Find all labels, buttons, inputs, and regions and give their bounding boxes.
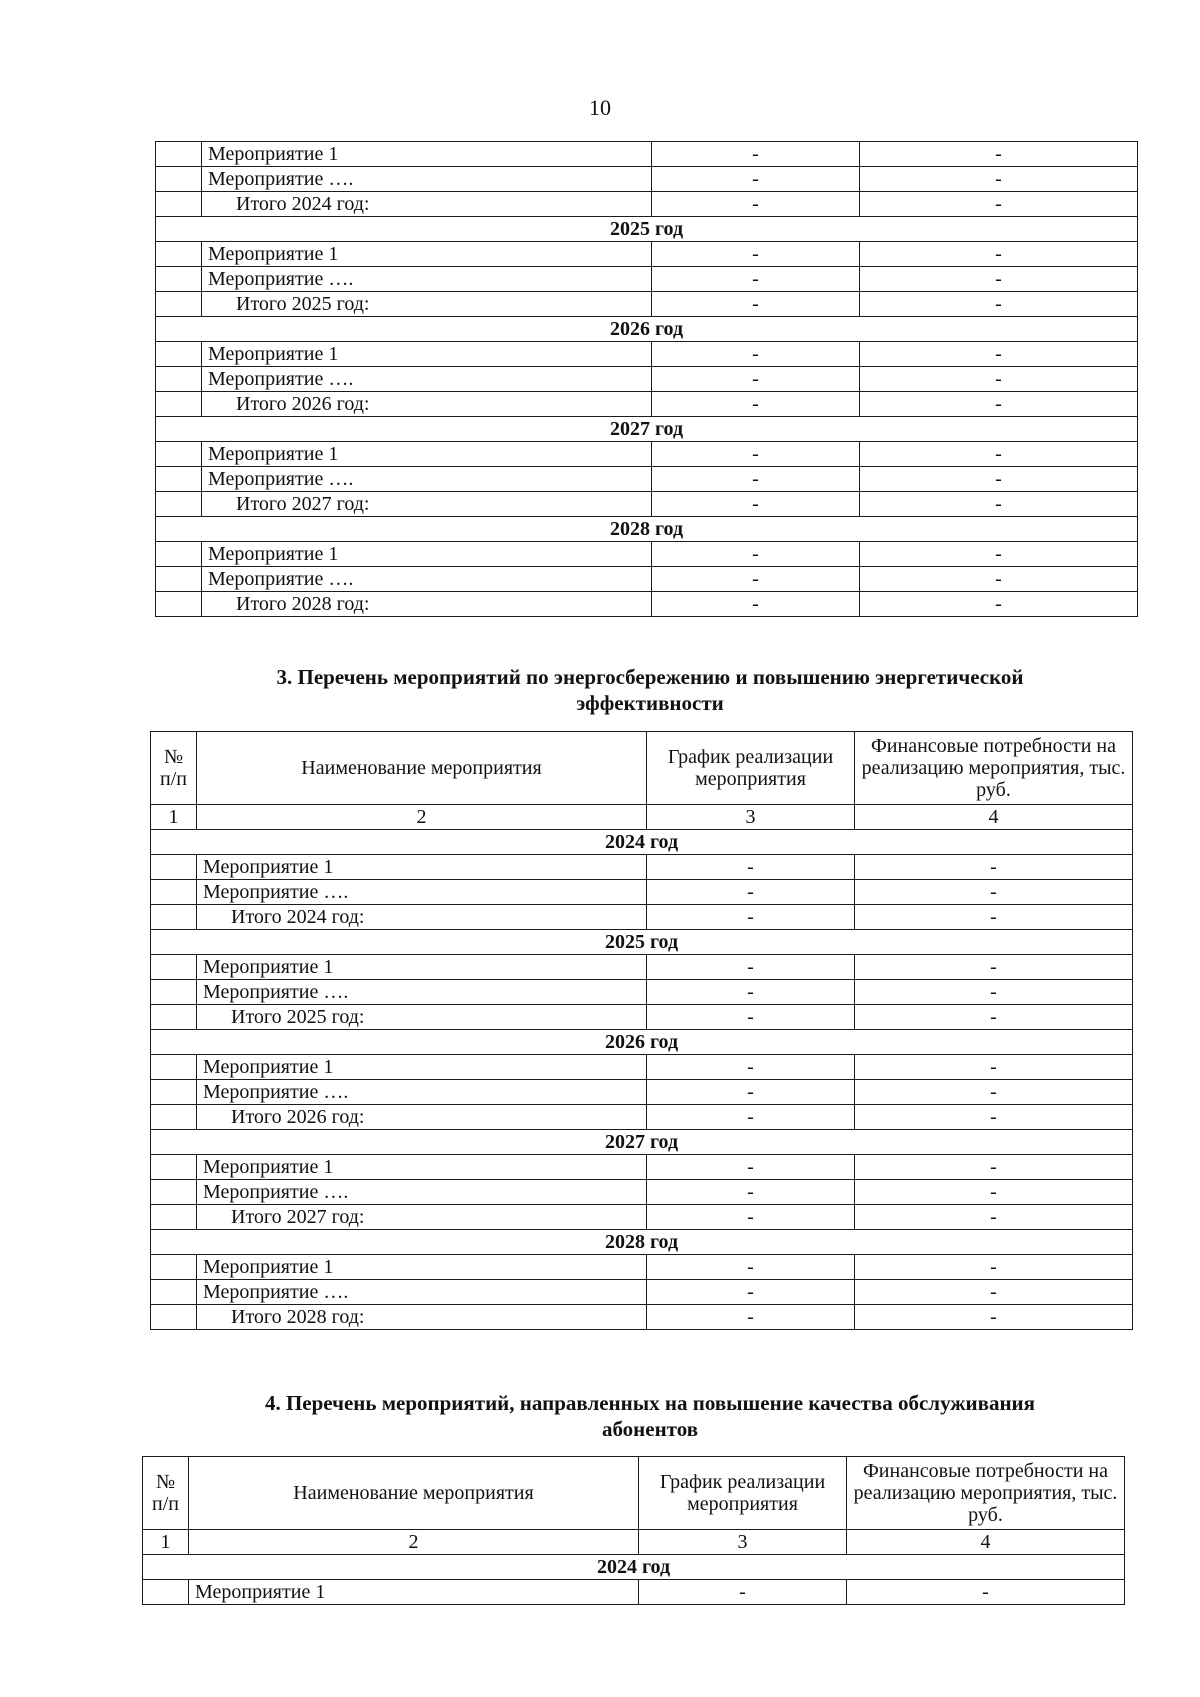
row-number-cell	[151, 1180, 197, 1205]
row-number-cell	[156, 192, 202, 217]
event-name-cell: Мероприятие ….	[197, 1180, 647, 1205]
event-name-cell: Мероприятие ….	[202, 467, 652, 492]
row-number-cell	[156, 292, 202, 317]
row-number-cell	[156, 392, 202, 417]
schedule-cell: -	[652, 567, 860, 592]
total-name-cell: Итого 2025 год:	[202, 292, 652, 317]
table-row	[151, 1155, 1133, 1180]
column-index: 2	[197, 805, 647, 830]
year-header-row	[151, 1130, 1133, 1155]
finance-cell: -	[860, 267, 1138, 292]
schedule-cell: -	[652, 292, 860, 317]
finance-cell: -	[855, 1155, 1133, 1180]
table-row	[156, 242, 1138, 267]
schedule-cell: -	[652, 142, 860, 167]
finance-cell: -	[855, 1205, 1133, 1230]
row-number-cell	[151, 1280, 197, 1305]
year-label: 2027 год	[156, 417, 1138, 442]
row-number-cell	[156, 492, 202, 517]
schedule-cell: -	[647, 880, 855, 905]
table-row	[156, 342, 1138, 367]
finance-cell: -	[860, 342, 1138, 367]
column-index: 3	[647, 805, 855, 830]
header-name: Наименование мероприятия	[197, 732, 647, 805]
table-row	[151, 1280, 1133, 1305]
row-number-cell	[156, 367, 202, 392]
total-name-cell: Итого 2026 год:	[197, 1105, 647, 1130]
finance-cell: -	[860, 492, 1138, 517]
row-number-cell	[156, 592, 202, 617]
row-number-cell	[156, 542, 202, 567]
section-3-title	[140, 664, 1160, 716]
table-row	[151, 1080, 1133, 1105]
event-name-cell: Мероприятие 1	[202, 342, 652, 367]
row-number-cell	[151, 1005, 197, 1030]
finance-cell: -	[847, 1580, 1125, 1605]
total-name-cell: Итого 2028 год:	[197, 1305, 647, 1330]
table-row	[156, 442, 1138, 467]
section-3-title-line2: эффективности	[576, 691, 724, 715]
finance-cell: -	[860, 442, 1138, 467]
header-num: № п/п	[143, 1457, 189, 1530]
row-number-cell	[156, 442, 202, 467]
year-label: 2024 год	[143, 1555, 1125, 1580]
event-name-cell: Мероприятие 1	[202, 142, 652, 167]
row-number-cell	[151, 855, 197, 880]
table-row	[151, 880, 1133, 905]
table-row	[156, 267, 1138, 292]
event-name-cell: Мероприятие 1	[197, 855, 647, 880]
page-number: 10	[589, 95, 611, 120]
year-header-row	[151, 1230, 1133, 1255]
schedule-cell: -	[652, 442, 860, 467]
year-label: 2026 год	[151, 1030, 1133, 1055]
table-row	[156, 142, 1138, 167]
table-row	[156, 167, 1138, 192]
year-header-row	[151, 930, 1133, 955]
year-label: 2025 год	[156, 217, 1138, 242]
header-finance: Финансовые потребности на реализацию мероприятия, тыс. руб.	[855, 732, 1133, 805]
column-index-row	[143, 1530, 1125, 1555]
finance-cell: -	[855, 1105, 1133, 1130]
section-4-title-line1: 4. Перечень мероприятий, направленных на повышение качества обслуживания	[264, 1391, 1036, 1415]
year-header-row	[151, 1030, 1133, 1055]
event-name-cell: Мероприятие ….	[197, 1280, 647, 1305]
finance-cell: -	[860, 167, 1138, 192]
total-row	[151, 905, 1133, 930]
schedule-cell: -	[652, 242, 860, 267]
total-row	[156, 492, 1138, 517]
row-number-cell	[151, 980, 197, 1005]
row-number-cell	[151, 1305, 197, 1330]
year-header-row	[156, 317, 1138, 342]
schedule-cell: -	[647, 980, 855, 1005]
column-index: 2	[189, 1530, 639, 1555]
section-3-title-line1: 3. Перечень мероприятий по энергосбережению и повышению энергетической	[276, 665, 1024, 689]
finance-cell: -	[860, 392, 1138, 417]
column-index: 1	[143, 1530, 189, 1555]
table-header-row	[151, 732, 1133, 805]
schedule-cell: -	[647, 1105, 855, 1130]
schedule-cell: -	[647, 1005, 855, 1030]
total-name-cell: Итого 2025 год:	[197, 1005, 647, 1030]
section-3-table	[150, 731, 1133, 1330]
row-number-cell	[156, 567, 202, 592]
total-row	[156, 592, 1138, 617]
row-number-cell	[156, 267, 202, 292]
event-name-cell: Мероприятие 1	[202, 542, 652, 567]
event-name-cell: Мероприятие 1	[197, 1255, 647, 1280]
total-row	[156, 392, 1138, 417]
finance-cell: -	[855, 980, 1133, 1005]
schedule-cell: -	[652, 342, 860, 367]
event-name-cell: Мероприятие 1	[202, 242, 652, 267]
table-row	[151, 980, 1133, 1005]
total-name-cell: Итого 2027 год:	[202, 492, 652, 517]
schedule-cell: -	[647, 1055, 855, 1080]
event-name-cell: Мероприятие ….	[202, 567, 652, 592]
table-row	[151, 1055, 1133, 1080]
table-row	[151, 955, 1133, 980]
finance-cell: -	[855, 1055, 1133, 1080]
total-row	[151, 1105, 1133, 1130]
schedule-cell: -	[647, 905, 855, 930]
column-index: 1	[151, 805, 197, 830]
finance-cell: -	[860, 542, 1138, 567]
finance-cell: -	[860, 467, 1138, 492]
table-row	[156, 467, 1138, 492]
schedule-cell: -	[647, 1180, 855, 1205]
schedule-cell: -	[647, 1280, 855, 1305]
finance-cell: -	[855, 1305, 1133, 1330]
schedule-cell: -	[647, 855, 855, 880]
row-number-cell	[156, 142, 202, 167]
row-number-cell	[151, 1155, 197, 1180]
finance-cell: -	[855, 1005, 1133, 1030]
row-number-cell	[151, 955, 197, 980]
event-name-cell: Мероприятие ….	[202, 167, 652, 192]
year-label: 2026 год	[156, 317, 1138, 342]
column-index: 4	[855, 805, 1133, 830]
section-4-title-line2: абонентов	[601, 1417, 699, 1441]
schedule-cell: -	[647, 1305, 855, 1330]
schedule-cell: -	[647, 1080, 855, 1105]
schedule-cell: -	[652, 467, 860, 492]
event-name-cell: Мероприятие ….	[197, 980, 647, 1005]
table-row	[151, 1255, 1133, 1280]
year-header-row	[156, 217, 1138, 242]
row-number-cell	[156, 467, 202, 492]
total-row	[151, 1305, 1133, 1330]
schedule-cell: -	[647, 1205, 855, 1230]
finance-cell: -	[855, 955, 1133, 980]
header-num: № п/п	[151, 732, 197, 805]
total-name-cell: Итого 2024 год:	[202, 192, 652, 217]
finance-cell: -	[860, 592, 1138, 617]
finance-cell: -	[860, 567, 1138, 592]
finance-cell: -	[855, 1180, 1133, 1205]
event-name-cell: Мероприятие 1	[202, 442, 652, 467]
finance-cell: -	[860, 192, 1138, 217]
row-number-cell	[151, 1205, 197, 1230]
schedule-cell: -	[647, 1255, 855, 1280]
finance-cell: -	[855, 1280, 1133, 1305]
finance-cell: -	[855, 905, 1133, 930]
finance-cell: -	[855, 1255, 1133, 1280]
schedule-cell: -	[639, 1580, 847, 1605]
row-number-cell	[143, 1580, 189, 1605]
schedule-cell: -	[652, 367, 860, 392]
row-number-cell	[151, 1105, 197, 1130]
row-number-cell	[151, 905, 197, 930]
schedule-cell: -	[652, 392, 860, 417]
total-row	[156, 192, 1138, 217]
column-index: 3	[639, 1530, 847, 1555]
total-row	[156, 292, 1138, 317]
event-name-cell: Мероприятие 1	[197, 1055, 647, 1080]
header-finance: Финансовые потребности на реализацию мероприятия, тыс. руб.	[847, 1457, 1125, 1530]
schedule-cell: -	[647, 955, 855, 980]
total-row	[151, 1005, 1133, 1030]
event-name-cell: Мероприятие 1	[197, 1155, 647, 1180]
finance-cell: -	[855, 1080, 1133, 1105]
row-number-cell	[151, 1080, 197, 1105]
year-label: 2025 год	[151, 930, 1133, 955]
finance-cell: -	[860, 367, 1138, 392]
table-row	[156, 567, 1138, 592]
total-row	[151, 1205, 1133, 1230]
total-name-cell: Итого 2028 год:	[202, 592, 652, 617]
total-name-cell: Итого 2027 год:	[197, 1205, 647, 1230]
finance-cell: -	[855, 880, 1133, 905]
header-schedule: График реализации мероприятия	[647, 732, 855, 805]
continuation-table	[155, 141, 1138, 617]
schedule-cell: -	[652, 492, 860, 517]
header-schedule: График реализации мероприятия	[639, 1457, 847, 1530]
finance-cell: -	[860, 142, 1138, 167]
table-row	[151, 855, 1133, 880]
event-name-cell: Мероприятие 1	[197, 955, 647, 980]
year-header-row	[151, 830, 1133, 855]
column-index-row	[151, 805, 1133, 830]
total-name-cell: Итого 2024 год:	[197, 905, 647, 930]
section-4-table	[142, 1456, 1125, 1605]
finance-cell: -	[860, 242, 1138, 267]
schedule-cell: -	[652, 542, 860, 567]
year-header-row	[143, 1555, 1125, 1580]
table-header-row	[143, 1457, 1125, 1530]
event-name-cell: Мероприятие ….	[202, 367, 652, 392]
year-label: 2024 год	[151, 830, 1133, 855]
table-row	[156, 542, 1138, 567]
year-label: 2028 год	[156, 517, 1138, 542]
total-name-cell: Итого 2026 год:	[202, 392, 652, 417]
schedule-cell: -	[647, 1155, 855, 1180]
year-label: 2027 год	[151, 1130, 1133, 1155]
header-name: Наименование мероприятия	[189, 1457, 639, 1530]
table-row	[143, 1580, 1125, 1605]
row-number-cell	[156, 167, 202, 192]
table-row	[151, 1180, 1133, 1205]
schedule-cell: -	[652, 192, 860, 217]
row-number-cell	[156, 242, 202, 267]
event-name-cell: Мероприятие ….	[202, 267, 652, 292]
schedule-cell: -	[652, 267, 860, 292]
row-number-cell	[151, 880, 197, 905]
event-name-cell: Мероприятие ….	[197, 880, 647, 905]
year-label: 2028 год	[151, 1230, 1133, 1255]
row-number-cell	[156, 342, 202, 367]
row-number-cell	[151, 1055, 197, 1080]
row-number-cell	[151, 1255, 197, 1280]
finance-cell: -	[860, 292, 1138, 317]
schedule-cell: -	[652, 167, 860, 192]
year-header-row	[156, 517, 1138, 542]
finance-cell: -	[855, 855, 1133, 880]
event-name-cell: Мероприятие 1	[189, 1580, 639, 1605]
table-row	[156, 367, 1138, 392]
section-4-title	[140, 1390, 1160, 1442]
year-header-row	[156, 417, 1138, 442]
event-name-cell: Мероприятие ….	[197, 1080, 647, 1105]
schedule-cell: -	[652, 592, 860, 617]
column-index: 4	[847, 1530, 1125, 1555]
